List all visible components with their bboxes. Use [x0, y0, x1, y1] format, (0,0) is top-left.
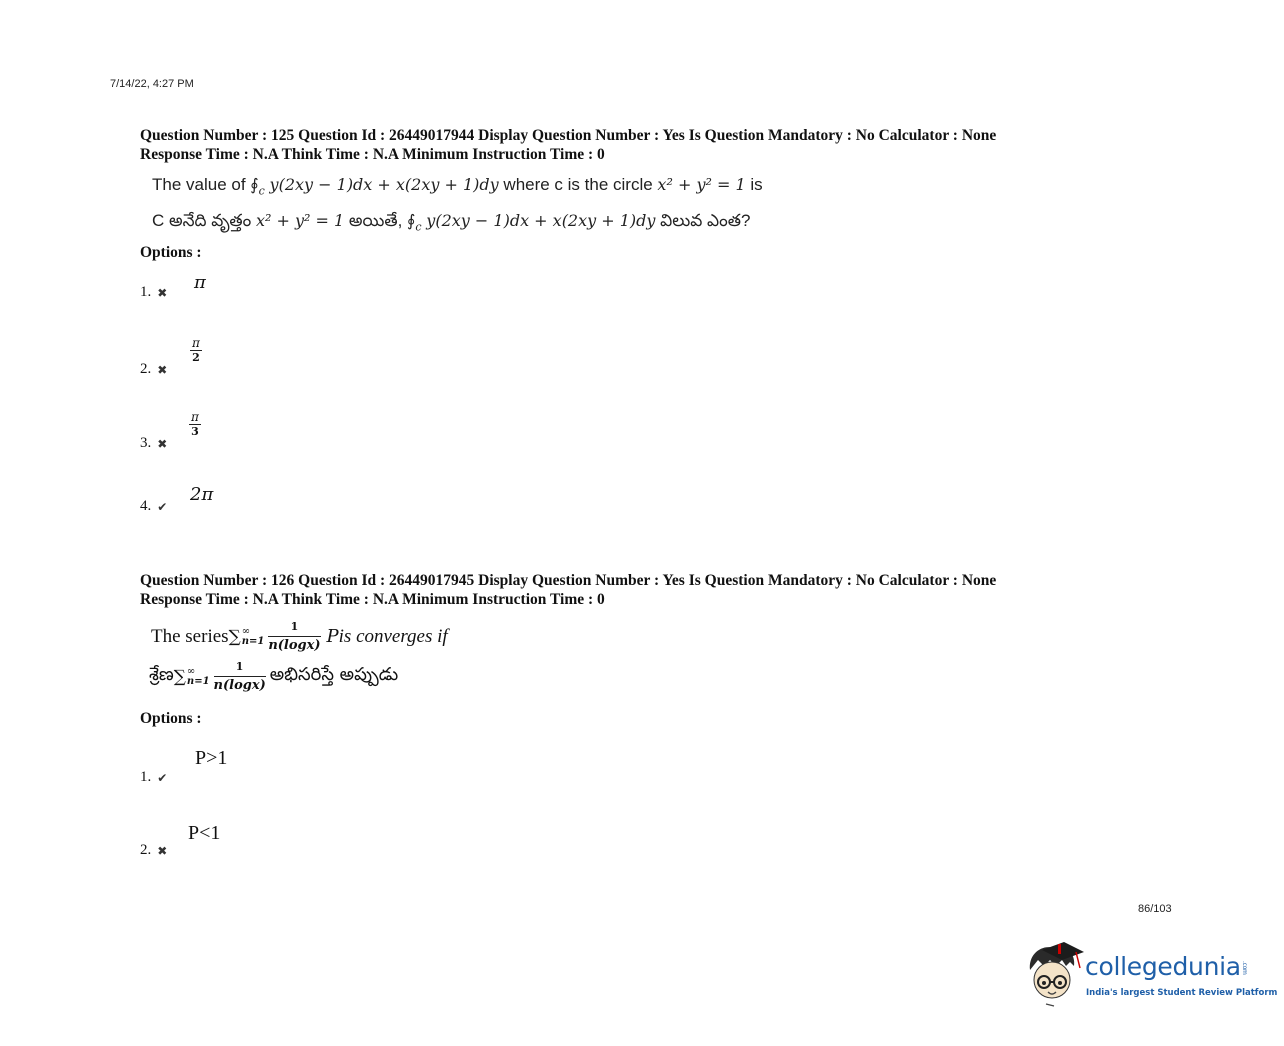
- brand-name: collegedunia: [1085, 952, 1241, 981]
- q126-var-p: P: [326, 626, 339, 647]
- q125-integrand: y(2xy − 1)dx + x(2xy + 1)dy: [269, 175, 499, 194]
- q126-te-fraction: [214, 660, 266, 693]
- question-126-meta-line1: Question Number : 126 Question Id : 26449017945 Display Question Number : Yes Is Question Mandatory : No Calculator : None: [140, 572, 997, 589]
- question-126-text-en: [151, 620, 448, 653]
- fraction-bar: [214, 676, 266, 677]
- q126-option-1: [140, 769, 167, 786]
- summation-icon: ∑: [228, 626, 241, 647]
- cross-icon: ✖: [157, 843, 168, 858]
- fraction-denominator: n(logx): [213, 678, 266, 693]
- q126-option-1-value: P>1: [195, 747, 228, 769]
- q126-fraction: [268, 620, 320, 653]
- question-126-meta-line2: Response Time : N.A Think Time : N.A Minimum Instruction Time : 0: [140, 591, 605, 608]
- brand-domain: .com: [1240, 961, 1248, 975]
- q125-te-prefix: C అనేది వృత్తం: [152, 211, 256, 230]
- fraction-bar: [268, 636, 320, 637]
- option-number: 3.: [140, 435, 152, 451]
- question-126-text-te: [149, 660, 398, 693]
- question-125-text-te: [152, 211, 750, 235]
- option-number: 2.: [140, 842, 152, 858]
- summation-icon: ∑: [173, 666, 186, 687]
- q125-option-4: [140, 498, 167, 515]
- question-125-meta-line2: Response Time : N.A Think Time : N.A Minimum Instruction Time : 0: [140, 146, 605, 163]
- q125-option-2-fraction: [190, 337, 202, 364]
- collegedunia-logo-text: [1085, 952, 1248, 981]
- fraction-numerator: 1: [235, 660, 244, 673]
- q125-en-suffix: is: [745, 175, 763, 194]
- q125-te-mid: అయితే,: [344, 211, 408, 230]
- sum-lower-limit: n=1: [186, 675, 210, 687]
- q126-te-suffix: అభిసరిస్తే అప్పుడు: [269, 664, 399, 685]
- q125-te-suffix: విలువ ఎంత?: [655, 211, 751, 230]
- integral-subscript: c: [415, 220, 422, 234]
- brand-tagline: India's largest Student Review Platform: [1086, 988, 1278, 998]
- cross-icon: ✖: [157, 285, 168, 300]
- check-icon: ✔: [157, 770, 168, 785]
- q125-option-1: [140, 284, 167, 301]
- q126-option-2: [140, 842, 167, 859]
- fraction-denominator: 3: [191, 425, 199, 438]
- contour-integral-icon: ∮: [250, 175, 259, 194]
- q126-en-prefix: The series: [151, 625, 229, 647]
- fraction-denominator: 2: [192, 351, 200, 364]
- check-icon: ✔: [157, 499, 168, 514]
- option-number: 1.: [140, 769, 152, 785]
- q125-en-prefix: The value of: [152, 175, 251, 194]
- collegedunia-mascot-icon: [1024, 940, 1084, 1008]
- cross-icon: ✖: [157, 362, 168, 377]
- q125-option-3-fraction: [189, 411, 201, 438]
- q126-te-prefix: శ్రేణ: [149, 664, 174, 685]
- option-number: 2.: [140, 361, 152, 377]
- q125-te-circle-eq: x² + y² = 1: [255, 211, 345, 230]
- question-125-options-label: Options :: [140, 244, 202, 261]
- fraction-numerator: π: [192, 336, 200, 350]
- q125-en-mid: where c is the circle: [498, 175, 658, 194]
- integral-subscript: c: [258, 184, 265, 198]
- sum-upper-limit: ∞: [186, 665, 196, 677]
- q125-option-3: [140, 435, 167, 452]
- q125-option-4-value: 2π: [190, 484, 214, 505]
- sum-upper-limit: ∞: [241, 625, 251, 637]
- q125-option-1-value: π: [194, 272, 206, 293]
- q126-option-2-value: P<1: [188, 822, 221, 844]
- q125-te-integrand: y(2xy − 1)dx + x(2xy + 1)dy: [426, 211, 656, 230]
- option-number: 4.: [140, 498, 152, 514]
- option-number: 1.: [140, 284, 152, 300]
- question-125-meta-line1: Question Number : 125 Question Id : 26449017944 Display Question Number : Yes Is Question Mandatory : No Calculator : None: [140, 127, 997, 144]
- question-126-options-label: Options :: [140, 710, 202, 727]
- question-125-text-en: [152, 175, 763, 197]
- q125-circle-eq: x² + y² = 1: [657, 175, 746, 194]
- contour-integral-icon: ∮: [407, 211, 416, 230]
- page-number: 86/103: [1138, 903, 1172, 915]
- fraction-numerator: 1: [290, 620, 299, 633]
- print-timestamp: 7/14/22, 4:27 PM: [110, 78, 194, 90]
- fraction-denominator: n(logx): [268, 638, 321, 653]
- cross-icon: ✖: [157, 436, 168, 451]
- sum-lower-limit: n=1: [241, 635, 265, 647]
- q125-option-2: [140, 361, 167, 378]
- fraction-numerator: π: [191, 410, 199, 424]
- q126-en-suffix: is converges if: [338, 625, 448, 647]
